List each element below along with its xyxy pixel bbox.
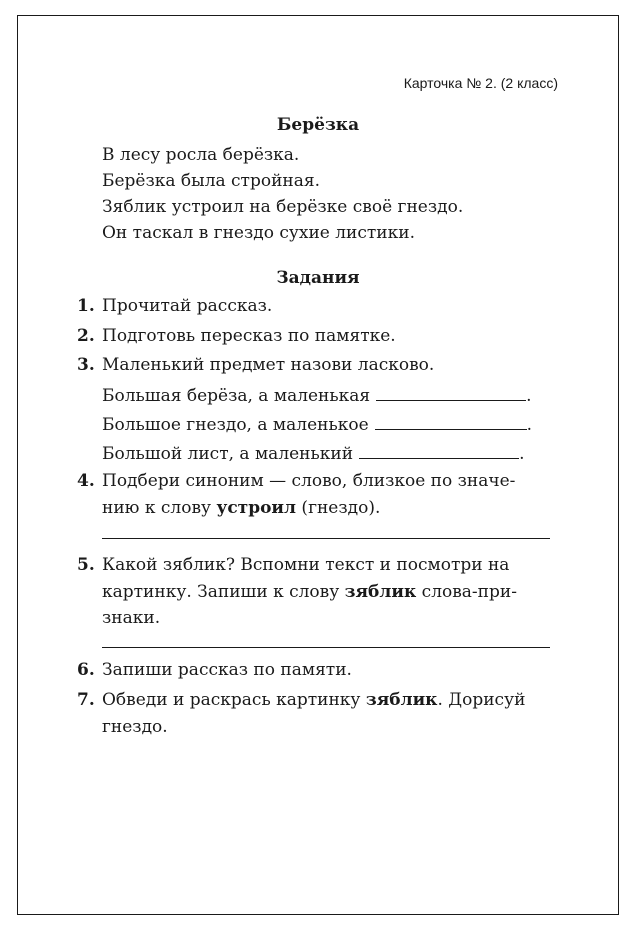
task-7-keyword: зяблик (365, 690, 438, 710)
task-2-number: 2. (77, 326, 95, 346)
task-3-number: 3. (77, 355, 95, 375)
task-3-text: Маленький предмет назови ласково. (102, 355, 435, 375)
story-line: В лесу росла берёзка. (102, 145, 300, 165)
answer-line[interactable] (102, 538, 550, 539)
task-7-line-1 (102, 690, 525, 710)
task-5-line-3: знаки. (102, 608, 161, 628)
task-5-text: картинку. Запиши к слову (102, 582, 345, 602)
task-7-text: . Дорисуй (437, 690, 526, 710)
story-line: Берёзка была стройная. (102, 171, 321, 191)
answer-line[interactable] (102, 647, 550, 648)
task-2-text: Подготовь пересказ по памятке. (102, 326, 396, 346)
task-4-line-1: Подбери синоним — слово, близкое по значе- (102, 471, 516, 491)
period: . (519, 444, 525, 464)
task-6-text: Запиши рассказ по памяти. (102, 660, 352, 680)
card-number: Карточка № 2. (2 класс) (403, 75, 558, 91)
answer-blank[interactable] (376, 384, 526, 401)
task-1-text: Прочитай рассказ. (102, 296, 273, 316)
answer-blank[interactable] (359, 442, 519, 459)
task-4-keyword: устроил (216, 498, 297, 518)
task-4-text: нию к слову (102, 498, 217, 518)
task-3-item (102, 384, 532, 406)
task-7-number: 7. (77, 690, 95, 710)
task-5-line-1: Какой зяблик? Вспомни текст и посмотри на (102, 555, 510, 575)
story-title: Берёзка (276, 115, 360, 135)
story-line: Зяблик устроил на берёзке своё гнездо. (102, 197, 464, 217)
task-4-number: 4. (77, 471, 95, 491)
task-4-line-2 (102, 498, 380, 518)
task-3-item (102, 442, 524, 464)
task-3-item-text: Большой лист, а маленький (102, 444, 354, 464)
period: . (526, 415, 533, 435)
task-5-line-2 (102, 582, 517, 602)
task-1-number: 1. (77, 296, 95, 316)
task-5-text: слова-при- (416, 582, 517, 602)
task-3-item-text: Большая берёза, а маленькая (102, 386, 371, 406)
task-6-number: 6. (77, 660, 95, 680)
task-7-text: Обведи и раскрась картинку (102, 690, 366, 710)
answer-blank[interactable] (375, 413, 527, 430)
task-5-number: 5. (77, 555, 95, 575)
task-4-text: (гнездо). (296, 498, 381, 518)
period: . (526, 386, 532, 406)
story-line: Он таскал в гнездо сухие листики. (102, 223, 415, 243)
task-7-line-2: гнездо. (102, 717, 168, 737)
tasks-title: Задания (276, 268, 360, 288)
task-3-item-text: Большое гнездо, а маленькое (102, 415, 369, 435)
task-3-item (102, 413, 532, 435)
task-5-keyword: зяблик (344, 582, 417, 602)
